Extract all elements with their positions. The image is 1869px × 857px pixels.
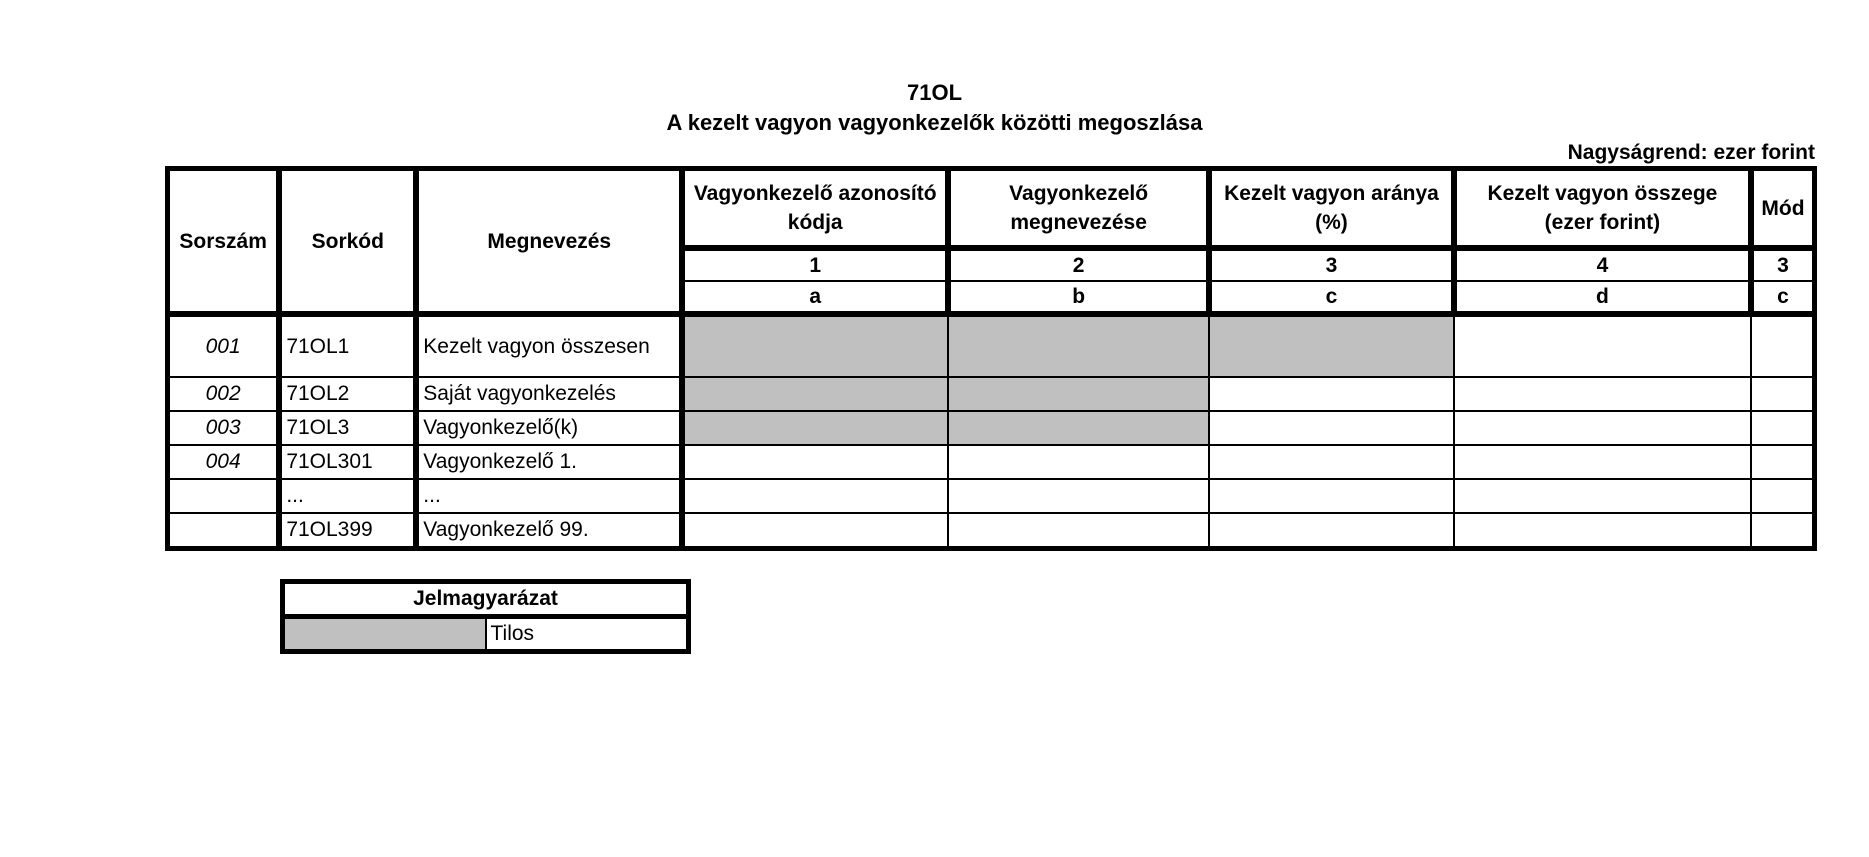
row-code: ... (279, 479, 416, 513)
col-header-3: Kezelt vagyon aránya (%) (1209, 169, 1454, 249)
col-num-1: 1 (682, 248, 948, 281)
cell-input[interactable] (1209, 377, 1454, 411)
cell-input[interactable] (1209, 445, 1454, 479)
cell-input[interactable] (948, 513, 1209, 549)
cell-input[interactable] (1751, 513, 1815, 549)
col-header-1: Vagyonkezelő azonosító kódja (682, 169, 948, 249)
row-name: Vagyonkezelő(k) (416, 411, 682, 445)
cell-input[interactable] (948, 479, 1209, 513)
row-code: 71OL399 (279, 513, 416, 549)
cell-input[interactable] (682, 513, 948, 549)
cell-forbidden (948, 411, 1209, 445)
row-code: 71OL3 (279, 411, 416, 445)
data-table (165, 166, 1817, 551)
cell-input[interactable] (1209, 513, 1454, 549)
cell-input[interactable] (1454, 411, 1751, 445)
col-letter-1: a (682, 281, 948, 314)
row-code: 71OL1 (279, 314, 416, 377)
cell-input[interactable] (1209, 479, 1454, 513)
cell-input[interactable] (1454, 377, 1751, 411)
col-letter-4: d (1454, 281, 1751, 314)
row-number: 001 (168, 314, 280, 377)
col-num-2: 2 (948, 248, 1209, 281)
col-header-sorkod: Sorkód (279, 169, 416, 315)
col-header-4: Kezelt vagyon összege (ezer forint) (1454, 169, 1751, 249)
row-name: Vagyonkezelő 1. (416, 445, 682, 479)
col-num-3: 3 (1209, 248, 1454, 281)
cell-input[interactable] (1454, 445, 1751, 479)
col-header-2: Vagyonkezelő megnevezése (948, 169, 1209, 249)
cell-input[interactable] (1751, 411, 1815, 445)
col-num-4: 4 (1454, 248, 1751, 281)
table-row (168, 445, 1815, 479)
row-number: 003 (168, 411, 280, 445)
row-name: ... (416, 479, 682, 513)
cell-input[interactable] (1454, 314, 1751, 377)
legend-label-forbidden: Tilos (486, 617, 689, 652)
cell-input[interactable] (1454, 479, 1751, 513)
cell-forbidden (948, 377, 1209, 411)
legend (280, 579, 691, 654)
col-letter-mod: c (1751, 281, 1815, 314)
cell-input[interactable] (1454, 513, 1751, 549)
unit-label: Nagyságrend: ezer forint (1567, 141, 1815, 164)
row-number: 002 (168, 377, 280, 411)
col-header-mod: Mód (1751, 169, 1815, 249)
page-title: A kezelt vagyon vagyonkezelők közötti megoszlása (666, 110, 1203, 135)
table-row (168, 479, 1815, 513)
legend-title: Jelmagyarázat (283, 582, 689, 617)
table-row (168, 377, 1815, 411)
cell-forbidden (682, 411, 948, 445)
cell-input[interactable] (1751, 314, 1815, 377)
row-number (168, 479, 280, 513)
row-number (168, 513, 280, 549)
cell-input[interactable] (1751, 377, 1815, 411)
cell-forbidden (682, 314, 948, 377)
cell-input[interactable] (682, 479, 948, 513)
row-code: 71OL2 (279, 377, 416, 411)
cell-input[interactable] (682, 445, 948, 479)
cell-forbidden (682, 377, 948, 411)
col-letter-2: b (948, 281, 1209, 314)
col-letter-3: c (1209, 281, 1454, 314)
row-name: Vagyonkezelő 99. (416, 513, 682, 549)
row-number: 004 (168, 445, 280, 479)
cell-input[interactable] (1209, 411, 1454, 445)
col-num-mod: 3 (1751, 248, 1815, 281)
col-header-megnevezes: Megnevezés (416, 169, 682, 315)
row-name: Saját vagyonkezelés (416, 377, 682, 411)
row-code: 71OL301 (279, 445, 416, 479)
table-code: 71OL (906, 80, 963, 105)
cell-input[interactable] (1751, 445, 1815, 479)
col-header-sorszam: Sorszám (168, 169, 280, 315)
cell-forbidden (1209, 314, 1454, 377)
cell-input[interactable] (948, 445, 1209, 479)
cell-forbidden (948, 314, 1209, 377)
legend-swatch-forbidden (283, 617, 486, 652)
row-name: Kezelt vagyon összesen (416, 314, 682, 377)
table-row (168, 314, 1815, 377)
table-row (168, 513, 1815, 549)
cell-input[interactable] (1751, 479, 1815, 513)
table-row (168, 411, 1815, 445)
